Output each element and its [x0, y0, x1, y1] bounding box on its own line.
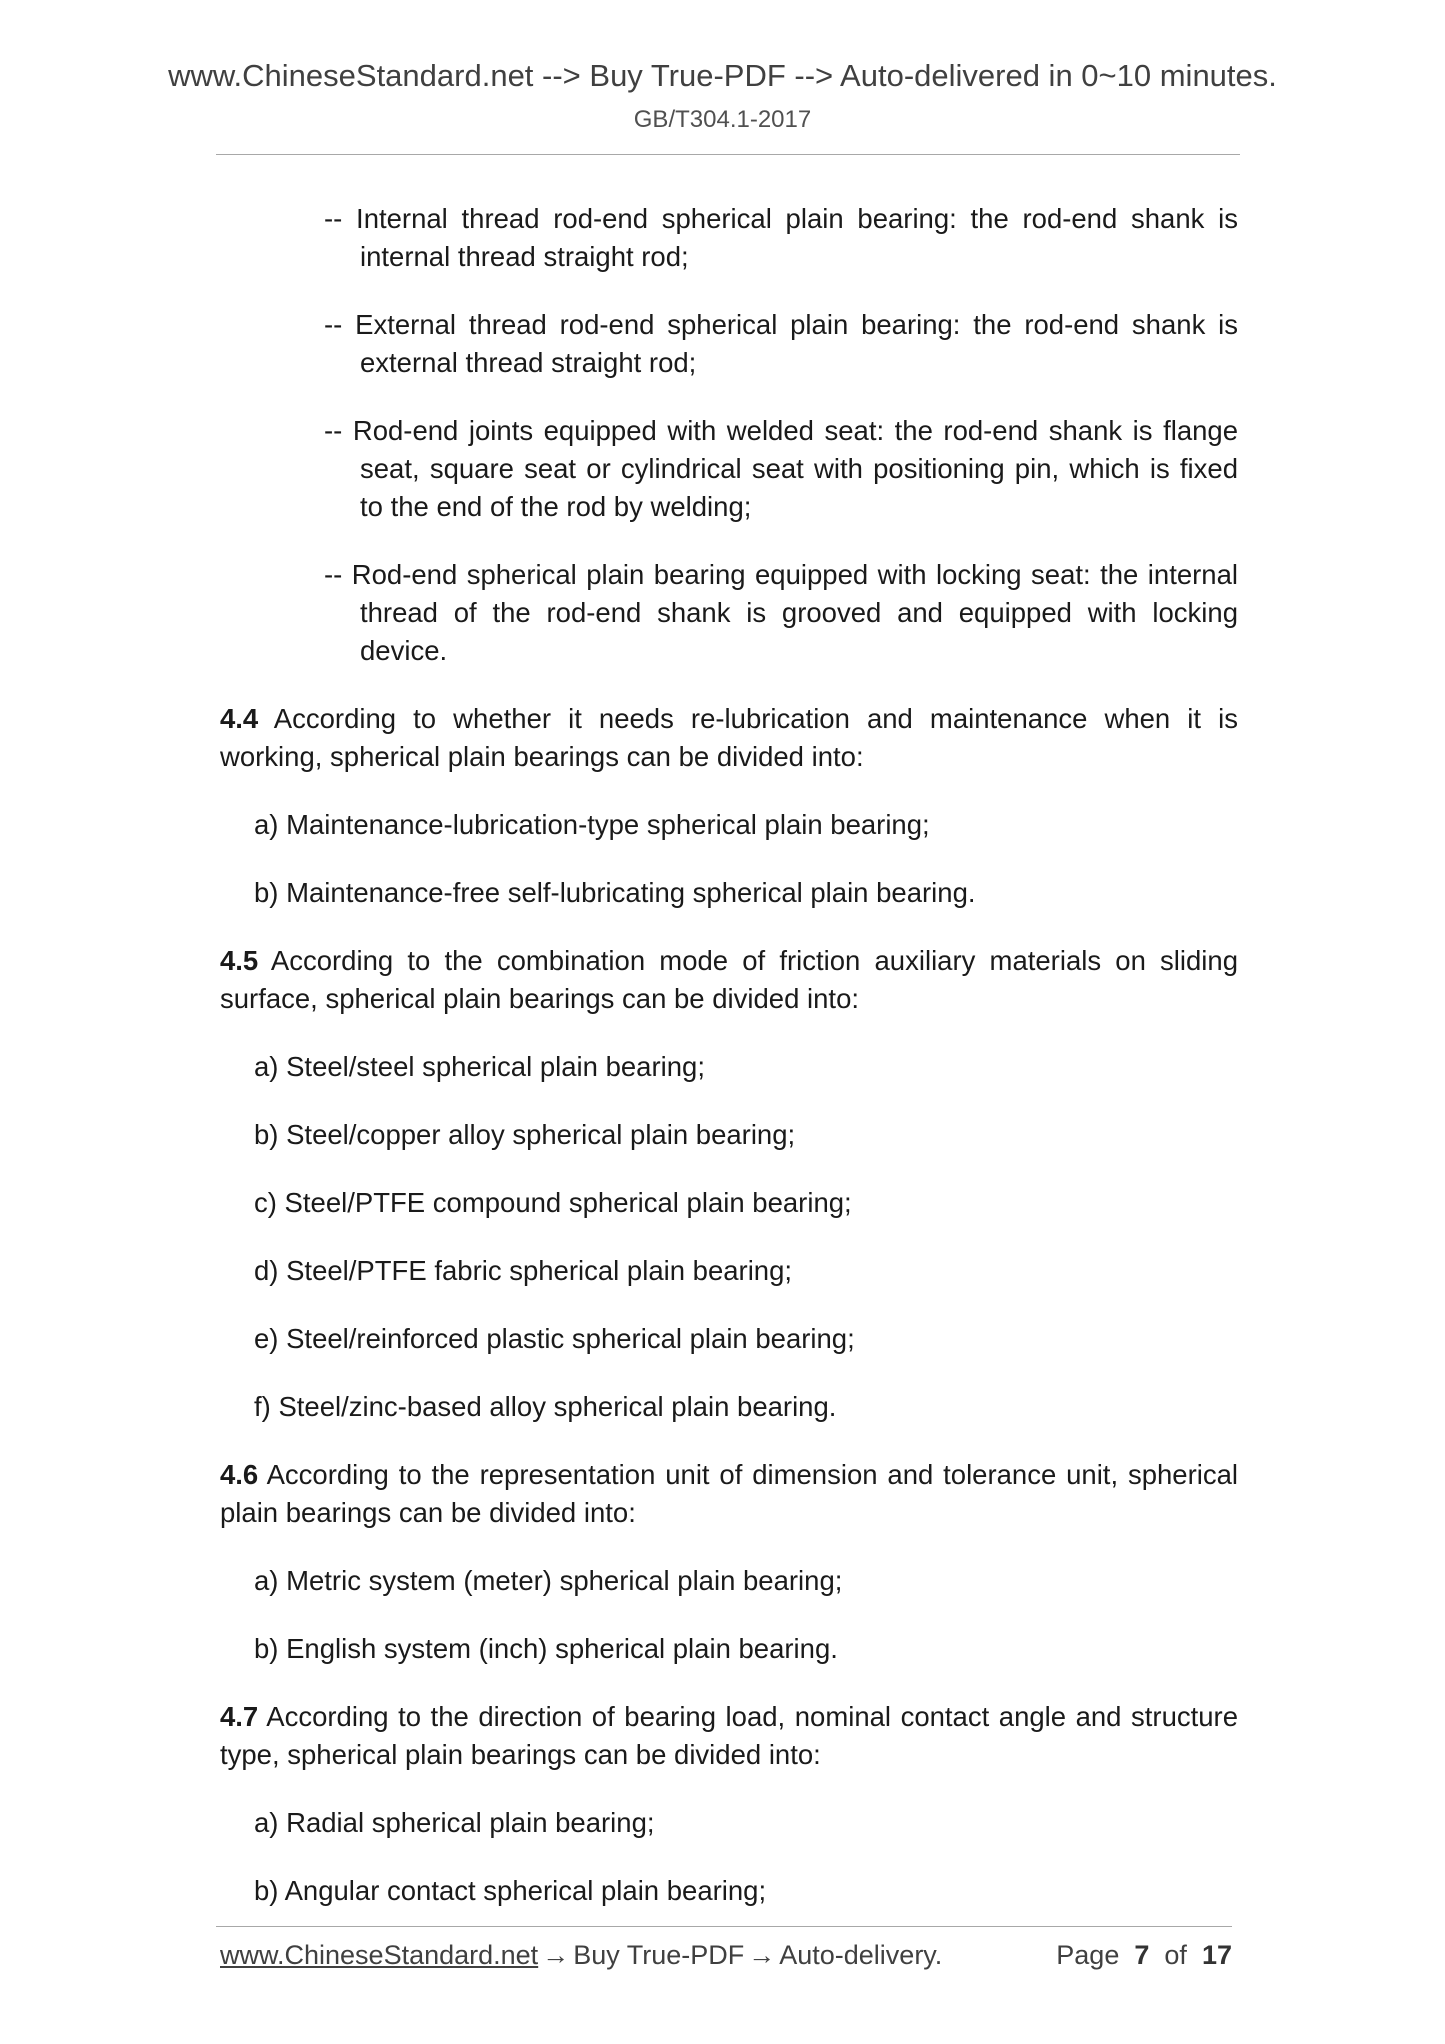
- footer-links: [220, 1940, 942, 1971]
- page-total: 17: [1201, 1940, 1232, 1970]
- dash-item: -- External thread rod-end spherical plain bearing: the rod-end shank is external thread straight rod;: [324, 309, 1238, 378]
- list-item: a) Steel/steel spherical plain bearing;: [254, 1051, 705, 1082]
- document-id: GB/T304.1-2017: [633, 106, 812, 133]
- section-text: According to the combination mode of friction auxiliary materials on sliding surface, spherical plain bearings can be divided into:: [220, 945, 1238, 1014]
- site-link[interactable]: www.ChineseStandard.net: [220, 1940, 539, 1970]
- section-number: 4.4: [220, 703, 259, 734]
- header-divider: [216, 154, 1240, 155]
- footer-divider: [216, 1926, 1232, 1927]
- list-item: c) Steel/PTFE compound spherical plain bearing;: [254, 1187, 852, 1218]
- arrow-right-icon: →: [748, 1940, 776, 1970]
- dash-item: -- Rod-end joints equipped with welded seat: the rod-end shank is flange seat, square seat or cylindrical seat with positioning pin, which is fixed to the end of the rod by welding;: [324, 415, 1238, 522]
- section-number: 4.5: [220, 945, 259, 976]
- list-item: a) Radial spherical plain bearing;: [254, 1807, 655, 1838]
- section-text: According to the direction of bearing load, nominal contact angle and structure type, spherical plain bearings can be divided into:: [220, 1701, 1238, 1770]
- buy-text: Buy True-PDF: [573, 1940, 745, 1970]
- list-item: b) Angular contact spherical plain bearing;: [254, 1875, 767, 1906]
- list-item: f) Steel/zinc-based alloy spherical plain bearing.: [254, 1391, 837, 1422]
- page-body: [220, 200, 1238, 1940]
- list-item: d) Steel/PTFE fabric spherical plain bearing;: [254, 1255, 793, 1286]
- section-text: According to the representation unit of dimension and tolerance unit, spherical plain bearings can be divided into:: [220, 1459, 1238, 1528]
- list-item: b) Maintenance-free self-lubricating spherical plain bearing.: [254, 877, 976, 908]
- list-item: b) English system (inch) spherical plain bearing.: [254, 1633, 838, 1664]
- section-4-6: [220, 1456, 1238, 1532]
- dash-item: -- Internal thread rod-end spherical plain bearing: the rod-end shank is internal thread straight rod;: [324, 203, 1238, 272]
- section-text: According to whether it needs re-lubrication and maintenance when it is working, spherical plain bearings can be divided into:: [220, 703, 1238, 772]
- arrow-right-icon: →: [542, 1940, 570, 1970]
- section-number: 4.7: [220, 1701, 259, 1732]
- section-4-7: [220, 1698, 1238, 1774]
- list-item: b) Steel/copper alloy spherical plain bearing;: [254, 1119, 796, 1150]
- section-4-4: [220, 700, 1238, 776]
- header-banner: www.ChineseStandard.net --> Buy True-PDF --> Auto-delivered in 0~10 minutes.: [168, 58, 1277, 93]
- dash-item: -- Rod-end spherical plain bearing equipped with locking seat: the internal thread of the rod-end shank is grooved and equipped with locking device.: [324, 559, 1238, 666]
- section-number: 4.6: [220, 1459, 259, 1490]
- page-label: Page: [1056, 1940, 1120, 1970]
- section-4-5: [220, 942, 1238, 1018]
- page-indicator: [1056, 1940, 1232, 1971]
- list-item: e) Steel/reinforced plastic spherical plain bearing;: [254, 1323, 855, 1354]
- page-number: 7: [1134, 1940, 1150, 1970]
- list-item: a) Maintenance-lubrication-type spherical plain bearing;: [254, 809, 930, 840]
- delivery-text: Auto-delivery.: [779, 1940, 943, 1970]
- of-label: of: [1164, 1940, 1187, 1970]
- list-item: a) Metric system (meter) spherical plain bearing;: [254, 1565, 843, 1596]
